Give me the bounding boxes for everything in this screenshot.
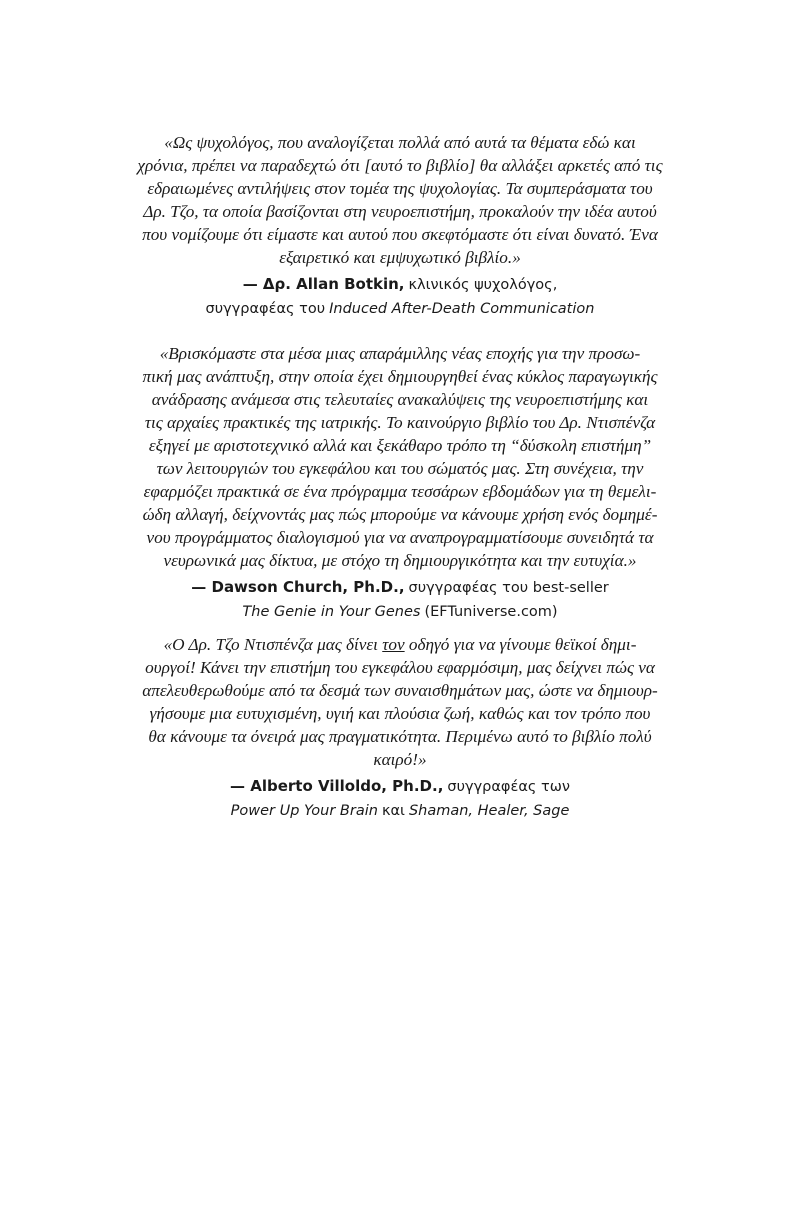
quote-line: ουργοί! Κάνει την επιστήμη του εγκεφάλου εφαρμόσιμη, μας δείχνει πώς να <box>145 658 655 677</box>
endorsement-botkin <box>110 131 690 321</box>
quote-line: εδραιωμένες αντιλήψεις στον τομέα της ψυχολογίας. Τα συμπεράσματα του <box>147 179 653 198</box>
endorsement-attribution <box>110 775 690 823</box>
endorsement-villoldo <box>110 633 690 823</box>
quote-line: που νομίζουμε ότι είμαστε και αυτού που σκεφτόμαστε ότι είναι δυνατό. Ένα <box>142 225 658 244</box>
quote-line: γήσουμε μια ευτυχισμένη, υγιή και πλούσια ζωή, καθώς και τον τρόπο που <box>149 704 651 723</box>
endorsement-quote <box>110 633 690 771</box>
quote-line: «Ως ψυχολόγος, που αναλογίζεται πολλά από αυτά τα θέματα εδώ και <box>164 133 636 152</box>
quote-text: οδηγό για να γίνουμε θεϊκοί δημι- <box>408 635 637 654</box>
endorsement-quote <box>110 131 690 269</box>
quote-line <box>110 633 690 656</box>
quote-text: «Ο Δρ. Τζο Ντισπένζα μας δίνει <box>163 635 378 654</box>
quote-line: νευρωνικά μας δίκτυα, με στόχο τη δημιουργικότητα και την ευτυχία.» <box>163 551 637 570</box>
endorsement-attribution <box>110 576 690 624</box>
author-role: κλινικός ψυχολόγος, <box>408 277 558 293</box>
quote-line: νου προγράμματος διαλογισμού για να αναπρογραμματίσουμε συνειδητά τα <box>146 528 654 547</box>
book-title: Power Up Your Brain <box>230 803 378 819</box>
underlined-word: τον <box>382 635 405 654</box>
quote-line: ανάδρασης ανάμεσα στις τελευταίες ανακαλύψεις της νευροεπιστήμης και <box>151 390 649 409</box>
quote-line: θα κάνουμε τα όνειρά μας πραγματικότητα. Περιμένω αυτό το βιβλίο πολύ <box>148 727 652 746</box>
author-name: — Dawson Church, Ph.D., <box>191 578 405 596</box>
book-title: Induced After-Death Communication <box>329 301 595 317</box>
book-title: The Genie in Your Genes <box>242 604 421 620</box>
quote-line: ώδη αλλαγή, δείχνοντάς μας πώς μπορούμε να κάνουμε χρήση ενός δομημέ- <box>142 505 658 524</box>
quote-line: των λειτουργιών του εγκεφάλου και του σώματός μας. Στη συνέχεια, την <box>156 459 644 478</box>
quote-line: εξηγεί με αριστοτεχνικό αλλά και ξεκάθαρο τρόπο τη “δύσκολη επιστήμη” <box>148 436 652 455</box>
conjunction: και <box>381 803 405 819</box>
quote-line: Δρ. Τζο, τα οποία βασίζονται στη νευροεπιστήμη, προκαλούν την ιδέα αυτού <box>143 202 657 221</box>
quote-line: χρόνια, πρέπει να παραδεχτώ ότι [αυτό το βιβλίο] θα αλλάξει αρκετές από τις <box>137 156 663 175</box>
website-note: (EFTuniverse.com) <box>424 604 558 620</box>
author-role: συγγραφέας του best-seller <box>408 580 609 596</box>
quote-line: καιρό!» <box>373 750 427 769</box>
endorsement-attribution <box>110 273 690 321</box>
author-credit: συγγραφέας του <box>205 301 326 317</box>
quote-line: πική μας ανάπτυξη, στην οποία έχει δημιουργηθεί ένας κύκλος παραγωγικής <box>142 367 658 386</box>
quote-line: τις αρχαίες πρακτικές της ιατρικής. Το καινούργιο βιβλίο του Δρ. Ντισπένζα <box>144 413 656 432</box>
quote-line: «Βρισκόμαστε στα μέσα μιας απαράμιλλης νέας εποχής για την προσω- <box>159 344 641 363</box>
quote-line: εφαρμόζει πρακτικά σε ένα πρόγραμμα τεσσάρων εβδομάδων για τη θεμελι- <box>143 482 657 501</box>
quote-line: εξαιρετικό και εμψυχωτικό βιβλίο.» <box>279 248 521 267</box>
endorsement-church <box>110 342 690 624</box>
quote-line: απελευθερωθούμε από τα δεσμά των συναισθημάτων μας, ώστε να δημιουρ- <box>142 681 658 700</box>
author-name: — Δρ. Allan Botkin, <box>242 275 405 293</box>
author-role: συγγραφέας των <box>447 779 570 795</box>
book-title: Shaman, Healer, Sage <box>408 803 570 819</box>
author-name: — Alberto Villoldo, Ph.D., <box>230 777 444 795</box>
endorsement-quote <box>110 342 690 572</box>
